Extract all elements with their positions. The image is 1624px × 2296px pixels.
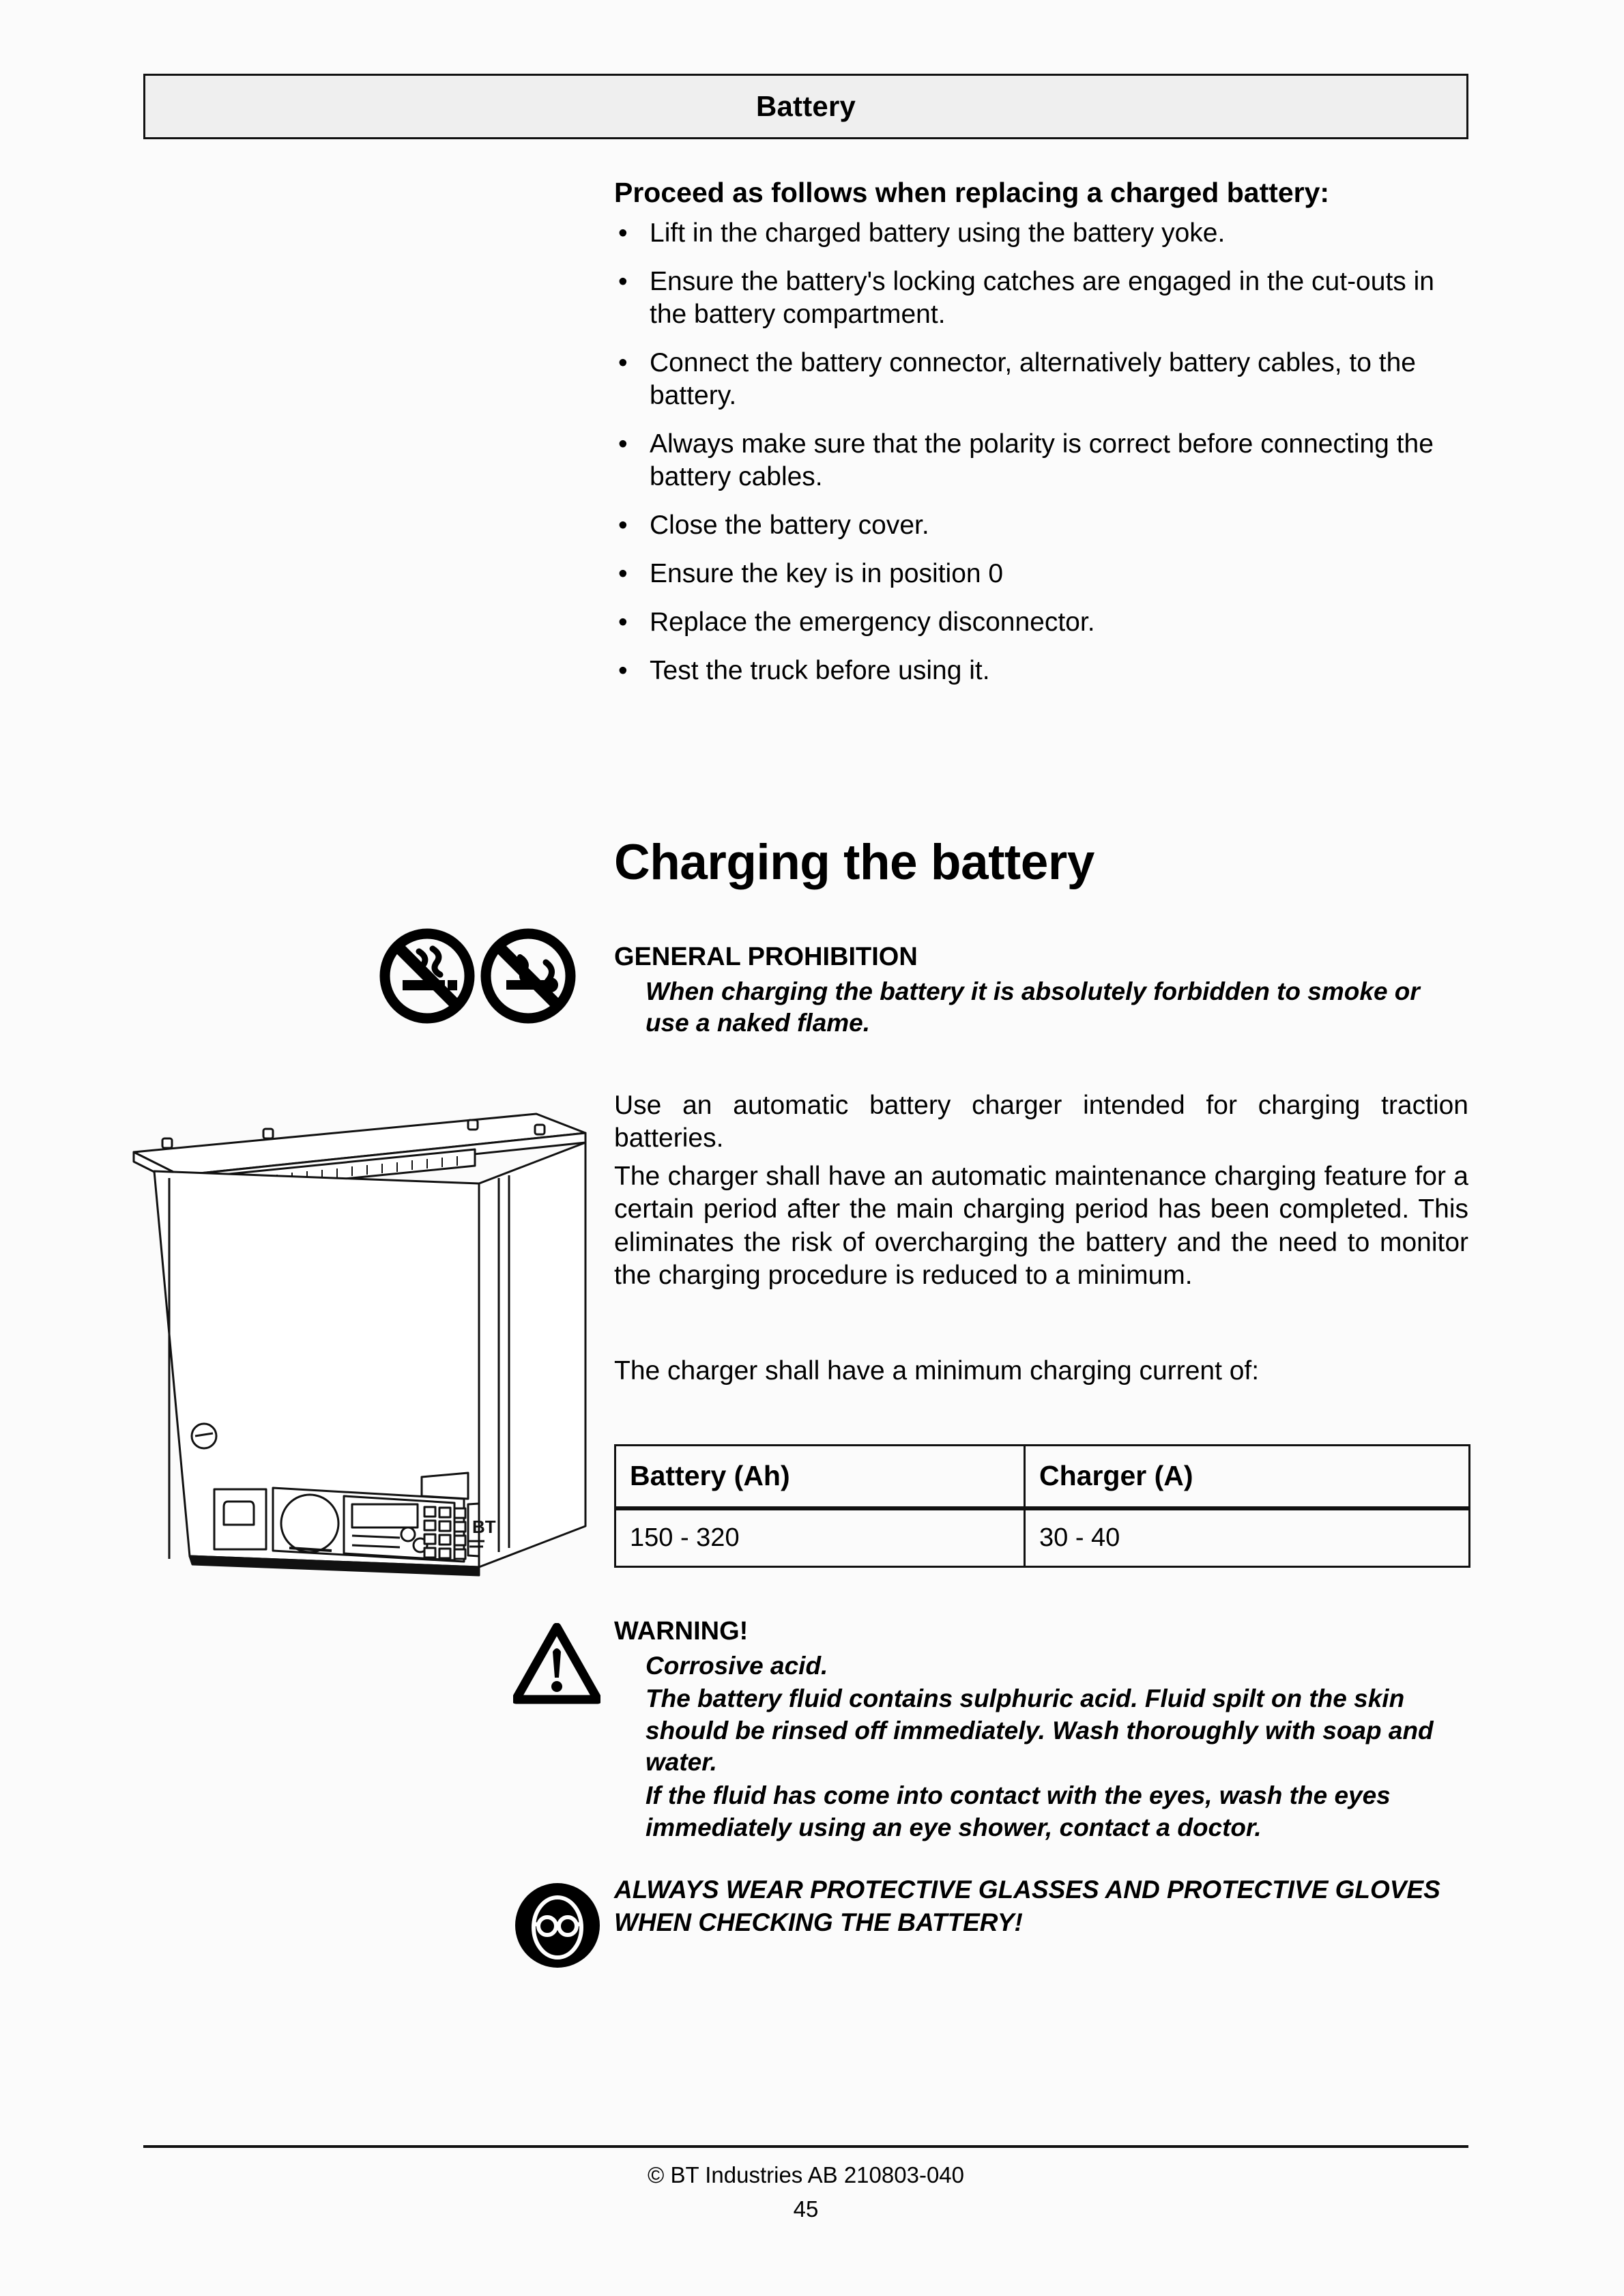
battery-charger-illustration <box>127 1089 605 1581</box>
footer-divider <box>143 2145 1468 2148</box>
safety-glasses-icon <box>513 1881 602 1970</box>
protective-equipment-mandate: ALWAYS WEAR PROTECTIVE GLASSES AND PROTECTIVE GLOVES WHEN CHECKING THE BATTERY! <box>614 1876 1440 1937</box>
list-item-text: Ensure the battery's locking catches are engaged in the cut-outs in the battery compartment. <box>650 267 1434 330</box>
warning-line-1: Corrosive acid. <box>646 1651 828 1680</box>
list-item-text: Always make sure that the polarity is correct before connecting the battery cables. <box>650 429 1434 492</box>
bullet-glyph: • <box>618 348 628 378</box>
charging-paragraph-3: The charger shall have a minimum charging current of: <box>614 1356 1260 1386</box>
list-item <box>614 606 1468 639</box>
list-item-text: Close the battery cover. <box>650 511 929 541</box>
bullet-glyph: • <box>618 656 628 686</box>
list-item-text: Test the truck before using it. <box>650 656 990 686</box>
list-item <box>614 558 1468 590</box>
prohibition-title: GENERAL PROHIBITION <box>614 943 918 971</box>
footer-copyright: © BT Industries AB 210803-040 <box>648 2162 964 2187</box>
prohibition-body: When charging the battery it is absolutely forbidden to smoke or use a naked flame. <box>646 977 1420 1037</box>
charger-brand-label: BT <box>472 1517 496 1537</box>
bullet-glyph: • <box>618 559 628 589</box>
replace-battery-steps <box>614 217 1468 687</box>
list-item <box>614 509 1468 542</box>
list-item <box>614 266 1468 331</box>
list-item <box>614 428 1468 493</box>
charging-paragraph-1: Use an automatic battery charger intended for charging traction batteries. <box>614 1091 1468 1153</box>
table-cell-battery-range: 150 - 320 <box>615 1508 1025 1567</box>
bullet-glyph: • <box>618 511 628 541</box>
no-open-flame-icon <box>486 934 570 1018</box>
footer-page-number: 45 <box>793 2196 819 2222</box>
table-header-row <box>615 1446 1470 1508</box>
list-item-text: Replace the emergency disconnector. <box>650 607 1095 637</box>
list-item <box>614 217 1468 250</box>
charging-paragraph-2: The charger shall have an automatic maintenance charging feature for a certain period after the main charging period has been completed. This eliminates the risk of overcharging the battery and the need to monitor the charging procedure is reduced to a minimum. <box>614 1162 1468 1291</box>
page-title: Battery <box>755 90 856 122</box>
section-heading-charging: Charging the battery <box>614 835 1094 890</box>
list-item-text: Lift in the charged battery using the battery yoke. <box>650 218 1226 248</box>
table-cell-charger-range: 30 - 40 <box>1025 1508 1470 1567</box>
page-header-box <box>143 74 1468 139</box>
replace-battery-section <box>614 176 1468 703</box>
column-header-battery: Battery (Ah) <box>615 1446 1025 1508</box>
list-item <box>614 655 1468 687</box>
warning-notice <box>614 1616 1468 1843</box>
prohibition-notice <box>614 942 1468 1039</box>
warning-triangle-icon <box>513 1623 600 1705</box>
table-row <box>615 1508 1470 1567</box>
warning-line-2: The battery fluid contains sulphuric acid. Fluid spilt on the skin should be rinsed off immediately. Wash thoroughly with soap and water. <box>646 1684 1434 1777</box>
list-item-text: Connect the battery connector, alternatively battery cables, to the battery. <box>650 348 1416 411</box>
no-smoking-icon <box>385 934 469 1018</box>
bullet-glyph: • <box>618 429 628 459</box>
bullet-glyph: • <box>618 267 628 297</box>
replace-battery-lead: Proceed as follows when replacing a charged battery: <box>614 177 1330 208</box>
bullet-glyph: • <box>618 607 628 637</box>
bullet-glyph: • <box>618 218 628 248</box>
list-item-text: Ensure the key is in position 0 <box>650 559 1004 589</box>
column-header-charger: Charger (A) <box>1025 1446 1470 1508</box>
list-item <box>614 347 1468 412</box>
charging-current-table <box>614 1444 1470 1568</box>
warning-line-3: If the fluid has come into contact with the eyes, wash the eyes immediately using an eye shower, contact a doctor. <box>646 1781 1391 1841</box>
warning-title: WARNING! <box>614 1617 749 1646</box>
prohibition-icon-group <box>377 921 581 1031</box>
